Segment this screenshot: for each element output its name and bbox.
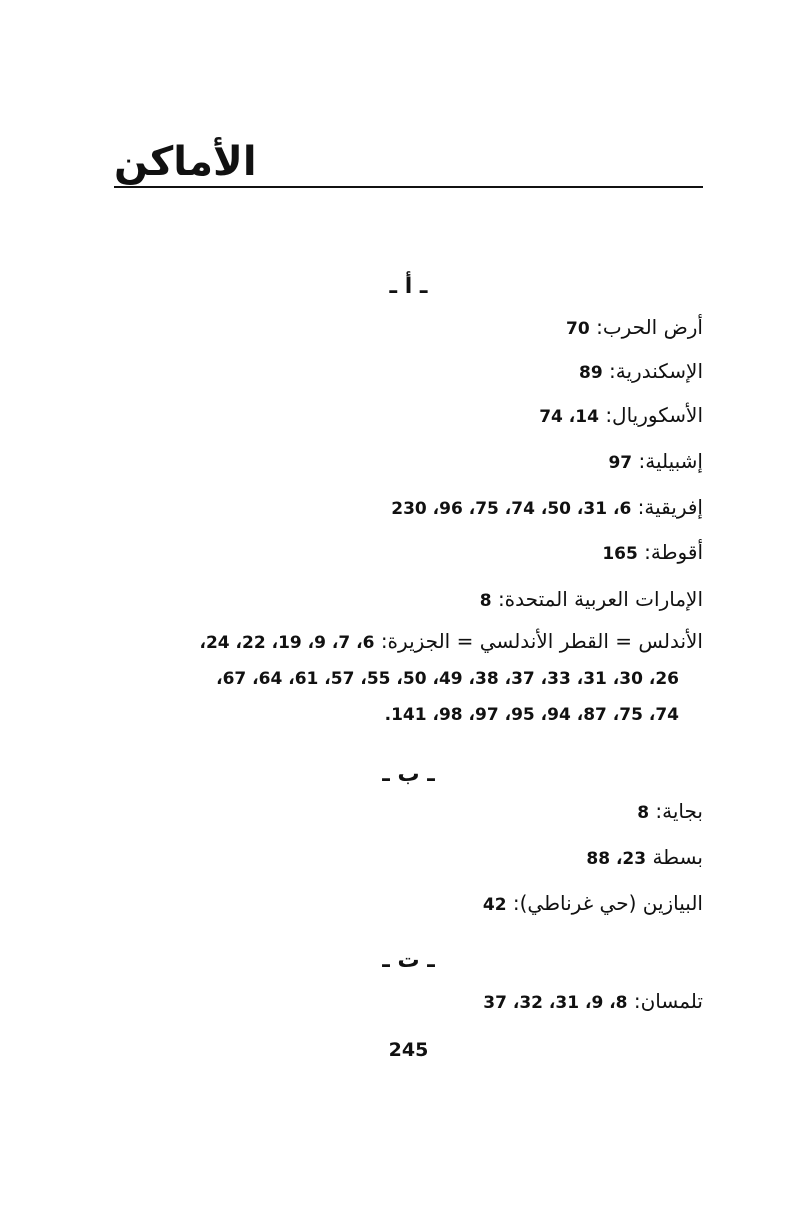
- entry-pages: 6، 7، 9، 19، 22، 24،: [199, 633, 375, 653]
- entry-name: الإسكندرية:: [609, 359, 703, 383]
- index-entry: [566, 312, 703, 344]
- entry-pages: 23، 88: [586, 849, 647, 869]
- entry-name: بجاية:: [655, 799, 703, 823]
- entry-pages: 6، 31، 50، 74، 75، 96، 230: [391, 499, 632, 519]
- index-entry: [483, 986, 703, 1018]
- entry-pages: 8: [637, 803, 650, 823]
- index-entry: [637, 796, 703, 828]
- index-entry: [579, 356, 703, 388]
- entry-name: تلمسان:: [633, 989, 703, 1013]
- entry-pages: 8، 9، 31، 32، 37: [483, 993, 628, 1013]
- index-entry: [586, 842, 703, 874]
- index-entry-andalus: [114, 624, 703, 732]
- index-entry: [608, 446, 703, 478]
- entry-line: [114, 624, 703, 660]
- entry-pages: 74، 75، 87، 94، 95، 97، 98، 141.: [384, 705, 679, 725]
- page-title: الأماكن: [114, 139, 257, 185]
- entry-pages: 26، 30، 31، 33، 37، 38، 49، 50، 55، 57، 61، 64، 67،: [216, 669, 679, 689]
- entry-name: أقوطة:: [644, 540, 703, 564]
- section-header-alif: ـ أ ـ: [389, 274, 428, 299]
- index-entry: [602, 537, 703, 569]
- index-entry: [483, 888, 703, 920]
- entry-pages: 8: [479, 591, 492, 611]
- entry-name: إشبيلية:: [638, 449, 703, 473]
- entry-pages: 165: [602, 544, 638, 564]
- entry-pages: 14، 74: [539, 407, 599, 427]
- entry-pages: 89: [578, 363, 603, 383]
- entry-pages: 97: [608, 453, 633, 473]
- entry-pages: 42: [482, 895, 507, 915]
- entry-name: الأندلس = القطر الأندلسي = الجزيرة:: [380, 629, 703, 653]
- page-number: 245: [388, 1039, 429, 1061]
- title-divider: [114, 186, 703, 188]
- entry-name: الإمارات العربية المتحدة:: [497, 587, 703, 611]
- section-header-ta: ـ ت ـ: [382, 948, 435, 973]
- entry-line: [114, 660, 703, 696]
- entry-name: بسطة: [652, 845, 703, 869]
- entry-name: الأسكوريال:: [605, 403, 703, 427]
- entry-name: إفريقية:: [637, 495, 703, 519]
- entry-line: [114, 696, 703, 732]
- index-entry: [391, 492, 703, 524]
- index-entry: [539, 400, 703, 432]
- entry-name: أرض الحرب:: [596, 315, 703, 339]
- index-entry: [480, 584, 703, 616]
- entry-name: البيازين (حي غرناطي):: [512, 891, 703, 915]
- entry-pages: 70: [566, 319, 590, 339]
- section-header-ba: ـ ب ـ: [382, 762, 435, 787]
